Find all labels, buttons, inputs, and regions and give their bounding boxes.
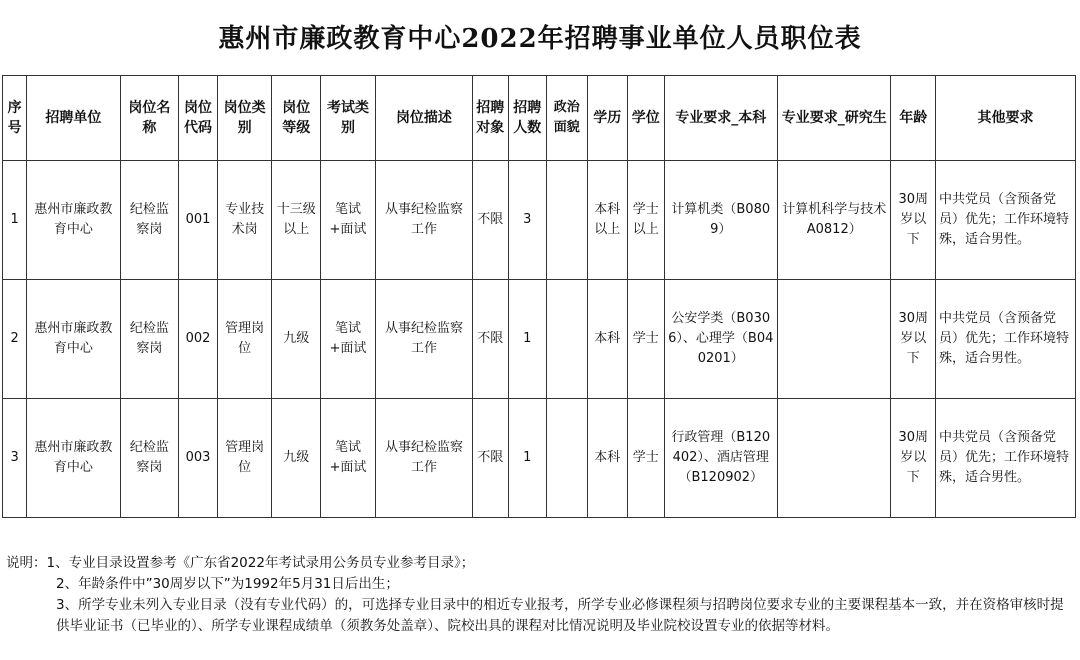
header-cell: 专业要求_研究生 [778, 76, 891, 161]
table-cell: 中共党员（含预备党员）优先；工作环境特殊，适合男性。 [936, 161, 1076, 280]
header-cell: 岗位描述 [375, 76, 472, 161]
table-cell: 中共党员（含预备党员）优先；工作环境特殊，适合男性。 [936, 399, 1076, 518]
header-cell: 岗位代码 [179, 76, 218, 161]
table-cell [778, 399, 891, 518]
table-cell: 行政管理（B120402）、酒店管理（B120902） [664, 399, 777, 518]
table-cell: 从事纪检监察工作 [375, 161, 472, 280]
note-line: 说明：1、专业目录设置参考《广东省2022年考试录用公务员专业参考目录》； [6, 555, 475, 571]
table-cell: 30周岁以下 [891, 161, 936, 280]
table-cell [778, 280, 891, 399]
table-cell: 九级 [272, 280, 321, 399]
header-cell: 学位 [628, 76, 664, 161]
table-row [3, 280, 1076, 399]
table-cell: 从事纪检监察工作 [375, 280, 472, 399]
table-cell: 纪检监察岗 [120, 399, 179, 518]
table-cell: 笔试+面试 [321, 161, 376, 280]
table-cell: 3 [508, 161, 547, 280]
table-cell: 九级 [272, 399, 321, 518]
table-cell: 十三级以上 [272, 161, 321, 280]
table-cell [547, 161, 588, 280]
header-cell: 年龄 [891, 76, 936, 161]
table-cell: 从事纪检监察工作 [375, 399, 472, 518]
header-cell: 岗位等级 [272, 76, 321, 161]
note-line: 2、年龄条件中”30周岁以下”为1992年5月31日后出生； [56, 576, 399, 592]
table-cell: 学士 [628, 280, 664, 399]
table-cell [547, 280, 588, 399]
table-cell: 本科 [587, 280, 628, 399]
notes-section [6, 553, 1072, 637]
table-cell: 2 [3, 280, 27, 399]
header-cell: 招聘单位 [27, 76, 120, 161]
header-cell: 考试类别 [321, 76, 376, 161]
header-cell: 学历 [587, 76, 628, 161]
page-title: 惠州市廉政教育中心2022年招聘事业单位人员职位表 [218, 24, 862, 54]
table-cell: 不限 [473, 280, 508, 399]
table-cell: 计算机科学与技术A0812） [778, 161, 891, 280]
table-cell: 公安学类（B0306）、心理学（B040201） [664, 280, 777, 399]
table-cell: 1 [508, 280, 547, 399]
header-cell: 招聘人数 [508, 76, 547, 161]
table-cell: 笔试+面试 [321, 280, 376, 399]
header-cell: 政治面貌 [547, 76, 588, 161]
table-row [3, 161, 1076, 280]
table-cell: 纪检监察岗 [120, 161, 179, 280]
table-cell: 学士以上 [628, 161, 664, 280]
table-cell: 003 [179, 399, 218, 518]
header-cell: 其他要求 [936, 76, 1076, 161]
table-cell: 本科以上 [587, 161, 628, 280]
table-cell: 惠州市廉政教育中心 [27, 280, 120, 399]
table-cell: 001 [179, 161, 218, 280]
table-cell: 不限 [473, 399, 508, 518]
table-cell: 惠州市廉政教育中心 [27, 161, 120, 280]
table-cell: 30周岁以下 [891, 399, 936, 518]
table-cell: 笔试+面试 [321, 399, 376, 518]
table-cell: 纪检监察岗 [120, 280, 179, 399]
header-cell: 岗位类别 [217, 76, 272, 161]
header-cell: 岗位名称 [120, 76, 179, 161]
header-cell: 序号 [3, 76, 27, 161]
table-cell: 学士 [628, 399, 664, 518]
table-cell: 1 [3, 161, 27, 280]
table-cell: 中共党员（含预备党员）优先；工作环境特殊，适合男性。 [936, 280, 1076, 399]
header-cell: 招聘对象 [473, 76, 508, 161]
position-table [2, 75, 1076, 518]
table-row [3, 399, 1076, 518]
table-cell: 30周岁以下 [891, 280, 936, 399]
table-cell: 计算机类（B0809） [664, 161, 777, 280]
table-cell [547, 399, 588, 518]
table-cell: 管理岗位 [217, 399, 272, 518]
table-cell: 3 [3, 399, 27, 518]
table-cell: 专业技术岗 [217, 161, 272, 280]
table-cell: 1 [508, 399, 547, 518]
table-header-row [3, 76, 1076, 161]
table-cell: 本科 [587, 399, 628, 518]
table-cell: 002 [179, 280, 218, 399]
table-cell: 管理岗位 [217, 280, 272, 399]
table-cell: 不限 [473, 161, 508, 280]
table-cell: 惠州市廉政教育中心 [27, 399, 120, 518]
note-line: 3、所学专业未列入专业目录（没有专业代码）的，可选择专业目录中的相近专业报考，所学专业必修课程须与招聘岗位要求专业的主要课程基本一致，并在资格审核时提供毕业证书（已毕业的）、所学专业课程成绩单（须教务处盖章）、院校出具的课程对比情况说明及毕业院校设置专业的依据等材料。 [56, 597, 1064, 634]
header-cell: 专业要求_本科 [664, 76, 777, 161]
